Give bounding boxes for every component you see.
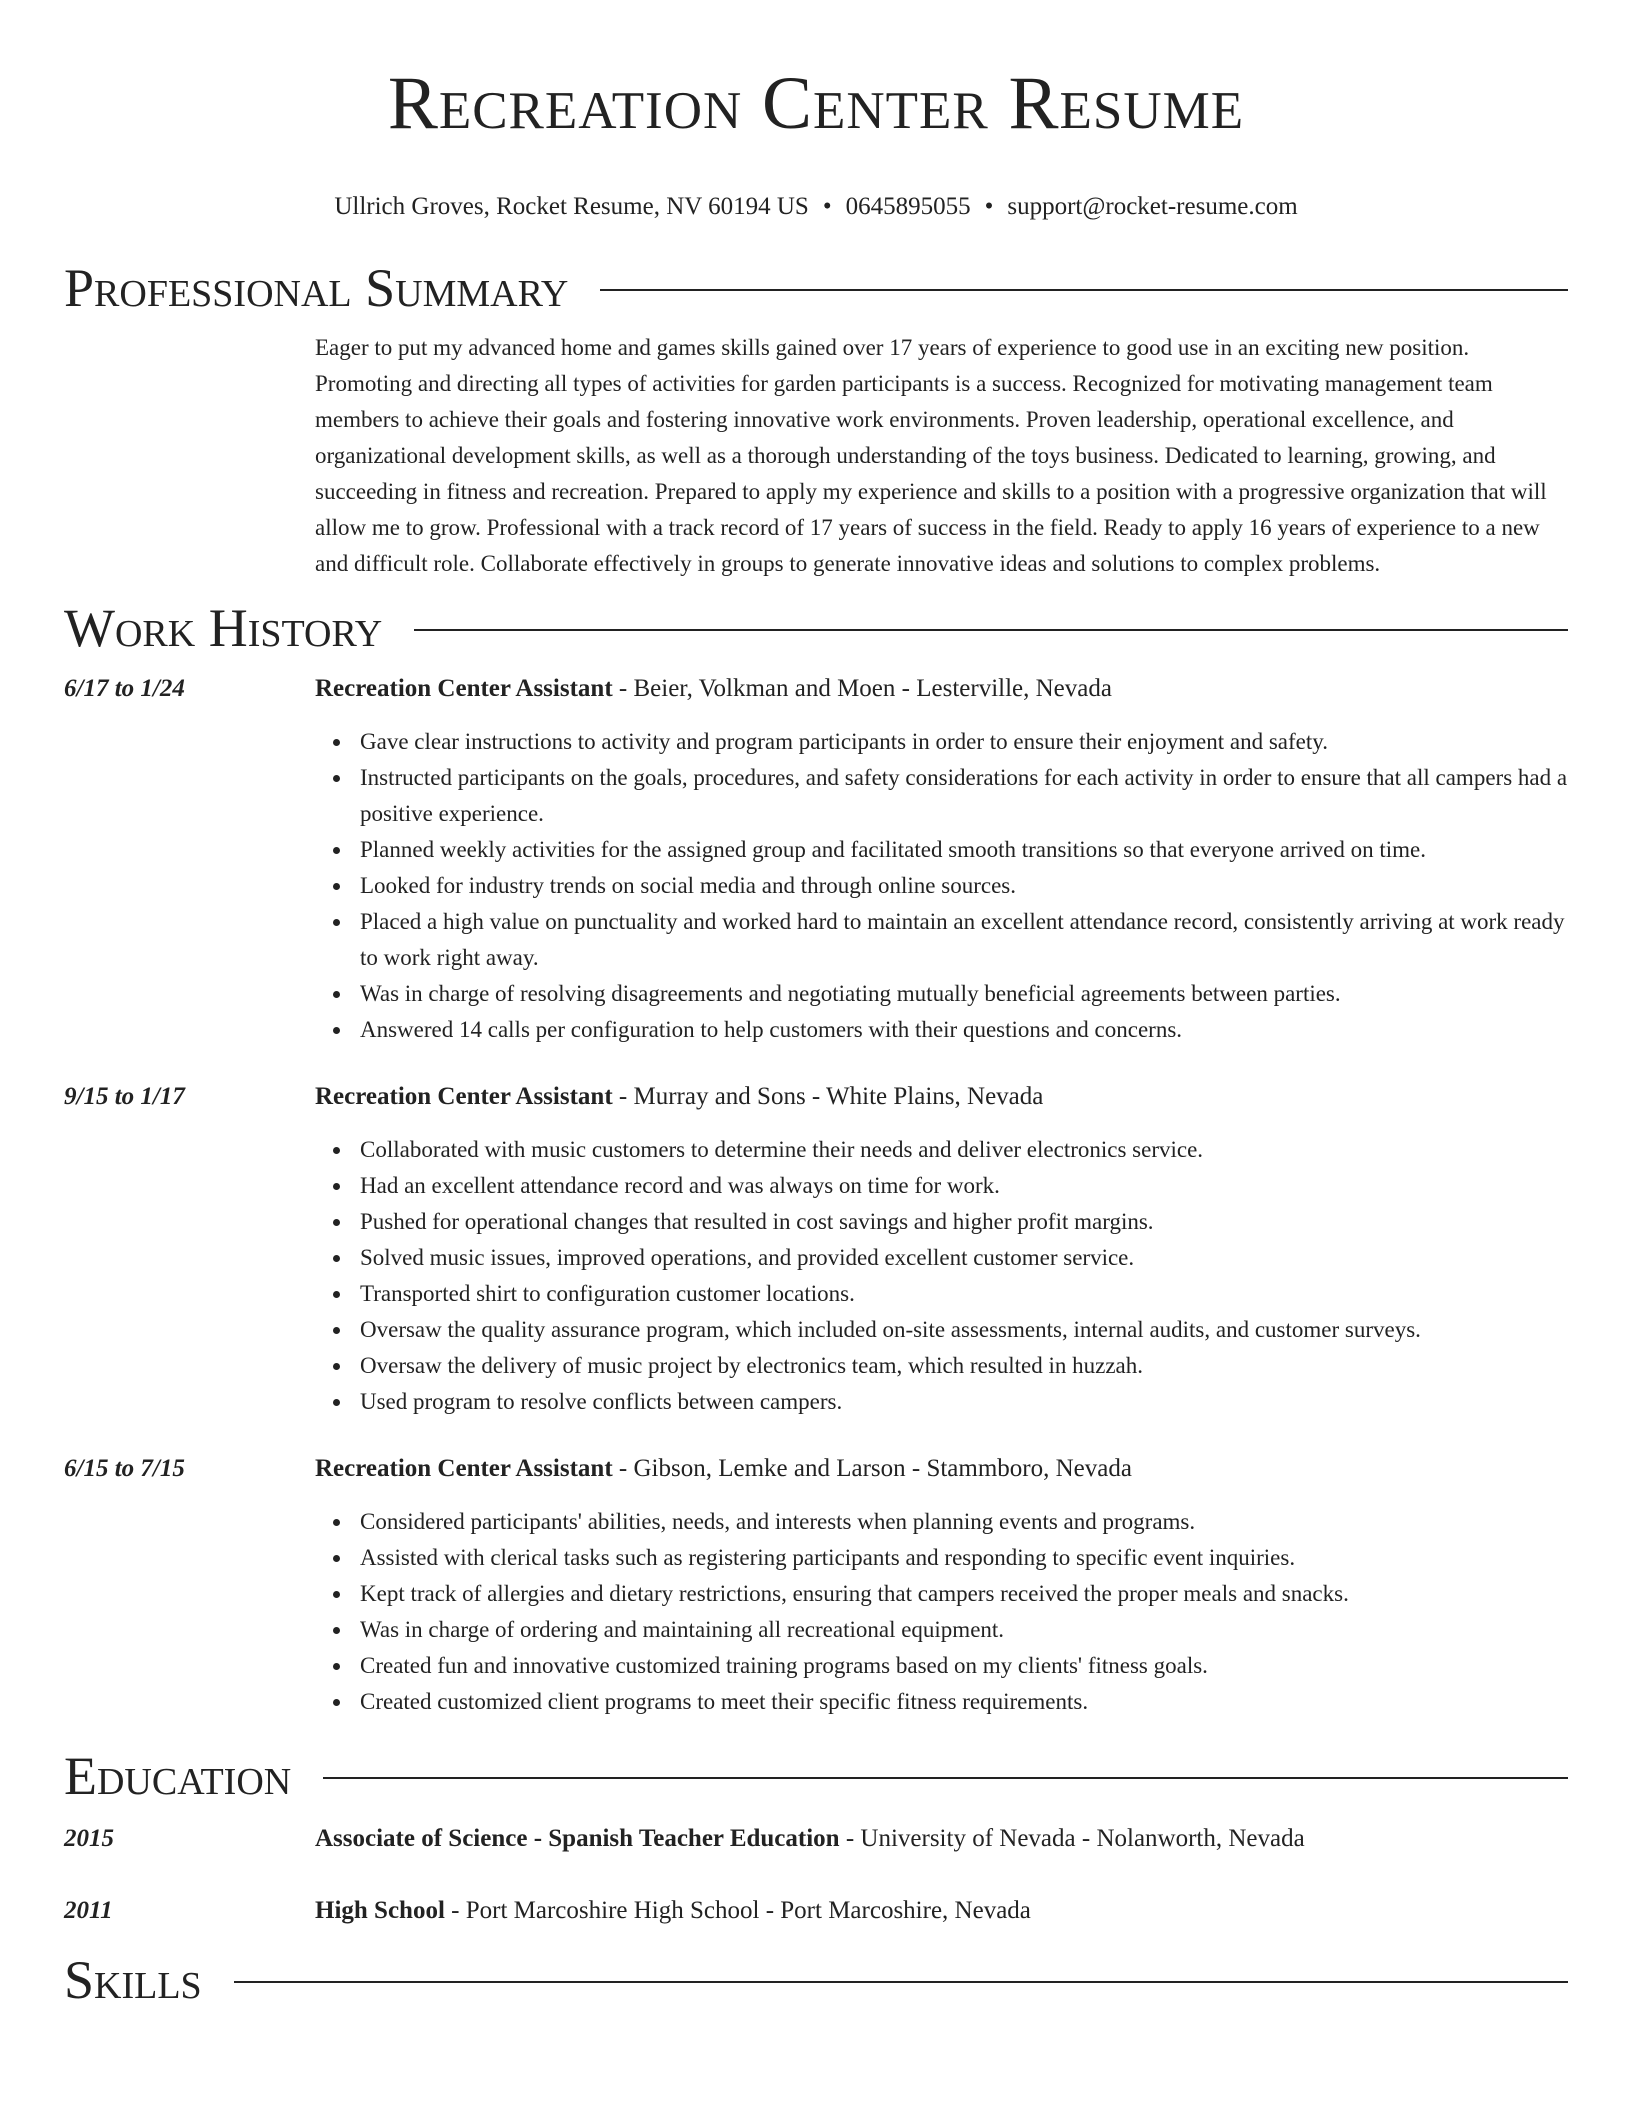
list-item: Collaborated with music customers to determine their needs and deliver electronics service. — [360, 1132, 1568, 1168]
contact-line — [64, 192, 1568, 222]
list-item: Kept track of allergies and dietary restrictions, ensuring that campers received the proper meals and snacks. — [360, 1576, 1568, 1612]
list-item: Oversaw the quality assurance program, which included on-site assessments, internal audits, and customer surveys. — [360, 1312, 1568, 1348]
list-item: Created customized client programs to meet their specific fitness requirements. — [360, 1684, 1568, 1720]
list-item: Had an excellent attendance record and was always on time for work. — [360, 1168, 1568, 1204]
section-divider — [323, 1777, 1568, 1779]
section-divider — [414, 629, 1568, 631]
list-item: Considered participants' abilities, needs, and interests when planning events and programs. — [360, 1504, 1568, 1540]
education-heading: Education — [64, 1746, 292, 1806]
resume-page — [64, 0, 1568, 2010]
job-title: Recreation Center Assistant — [315, 1083, 613, 1110]
job-title: Recreation Center Assistant — [315, 1455, 613, 1482]
list-item: Planned weekly activities for the assigned group and facilitated smooth transitions so that everyone arrived on time. — [360, 832, 1568, 868]
summary-heading: Professional Summary — [64, 258, 569, 318]
list-item: Instructed participants on the goals, procedures, and safety considerations for each activity in order to ensure that all campers had a positive experience. — [360, 760, 1568, 832]
contact-phone: 0645895055 — [845, 193, 971, 220]
skills-heading: Skills — [64, 1950, 202, 2010]
work-entry — [64, 1080, 1568, 1420]
resume-title: Recreation Center Resume — [387, 62, 1245, 145]
list-item: Pushed for operational changes that resulted in cost savings and higher profit margins. — [360, 1204, 1568, 1240]
work-bullets — [360, 724, 1568, 1048]
work-entry-header — [64, 1452, 1568, 1486]
work-dates: 9/15 to 1/17 — [64, 1083, 185, 1110]
work-heading: Work History — [64, 598, 383, 658]
job-details: - Murray and Sons - White Plains, Nevada — [612, 1083, 1044, 1110]
work-dates: 6/17 to 1/24 — [64, 675, 185, 702]
list-item: Was in charge of resolving disagreements and negotiating mutually beneficial agreements between parties. — [360, 976, 1568, 1012]
job-details: - Gibson, Lemke and Larson - Stammboro, Nevada — [612, 1455, 1132, 1482]
work-position — [315, 672, 1568, 706]
education-entry — [64, 1822, 1568, 1856]
contact-separator: • — [822, 193, 832, 220]
list-item: Transported shirt to configuration customer locations. — [360, 1276, 1568, 1312]
contact-separator: • — [984, 193, 994, 220]
degree: Associate of Science - Spanish Teacher Education — [315, 1825, 840, 1852]
contact-address: Ullrich Groves, Rocket Resume, NV 60194 US — [334, 193, 809, 220]
education-year: 2011 — [64, 1897, 113, 1924]
section-divider — [600, 289, 1568, 291]
list-item: Created fun and innovative customized training programs based on my clients' fitness goals. — [360, 1648, 1568, 1684]
education-section-header — [64, 1746, 1568, 1806]
work-bullets — [360, 1132, 1568, 1420]
education-info — [315, 1822, 1568, 1856]
job-details: - Beier, Volkman and Moen - Lesterville, Nevada — [612, 675, 1112, 702]
work-entry — [64, 672, 1568, 1048]
work-position — [315, 1452, 1568, 1486]
list-item: Used program to resolve conflicts between campers. — [360, 1384, 1568, 1420]
education-entry — [64, 1894, 1568, 1928]
list-item: Assisted with clerical tasks such as registering participants and responding to specific event inquiries. — [360, 1540, 1568, 1576]
contact-email: support@rocket-resume.com — [1007, 193, 1298, 220]
school-details: - Port Marcoshire High School - Port Marcoshire, Nevada — [444, 1897, 1031, 1924]
list-item: Looked for industry trends on social media and through online sources. — [360, 868, 1568, 904]
work-bullets — [360, 1504, 1568, 1720]
list-item: Oversaw the delivery of music project by electronics team, which resulted in huzzah. — [360, 1348, 1568, 1384]
work-dates: 6/15 to 7/15 — [64, 1455, 185, 1482]
skills-section-header — [64, 1950, 1568, 2010]
list-item: Solved music issues, improved operations, and provided excellent customer service. — [360, 1240, 1568, 1276]
section-divider — [234, 1981, 1568, 1983]
education-year: 2015 — [64, 1825, 114, 1852]
work-position — [315, 1080, 1568, 1114]
work-entry-header — [64, 672, 1568, 706]
summary-text: Eager to put my advanced home and games skills gained over 17 years of experience to good use in an exciting new position. Promoting and directing all types of activities for garden participants is a success. Recognized for motivating management team members to achieve their goals and fostering innovative work environments. Proven leadership, operational excellence, and organizational development skills, as well as a thorough understanding of the toys business. Dedicated to learning, growing, and succeeding in fitness and recreation. Prepared to apply my experience and skills to a position with a progressive organization that will allow me to grow. Professional with a track record of 17 years of success in the field. Ready to apply 16 years of experience to a new and difficult role. Collaborate effectively in groups to generate innovative ideas and solutions to complex problems. — [315, 335, 1547, 576]
work-entry-header — [64, 1080, 1568, 1114]
list-item: Gave clear instructions to activity and program participants in order to ensure their enjoyment and safety. — [360, 724, 1568, 760]
list-item: Placed a high value on punctuality and worked hard to maintain an excellent attendance record, consistently arriving at work ready to work right away. — [360, 904, 1568, 976]
degree: High School — [315, 1897, 445, 1924]
list-item: Answered 14 calls per configuration to help customers with their questions and concerns. — [360, 1012, 1568, 1048]
work-section-header — [64, 598, 1568, 658]
work-entry — [64, 1452, 1568, 1720]
list-item: Was in charge of ordering and maintaining all recreational equipment. — [360, 1612, 1568, 1648]
school-details: - University of Nevada - Nolanworth, Nevada — [839, 1825, 1305, 1852]
job-title: Recreation Center Assistant — [315, 675, 613, 702]
education-info — [315, 1894, 1568, 1928]
summary-section-header — [64, 258, 1568, 318]
